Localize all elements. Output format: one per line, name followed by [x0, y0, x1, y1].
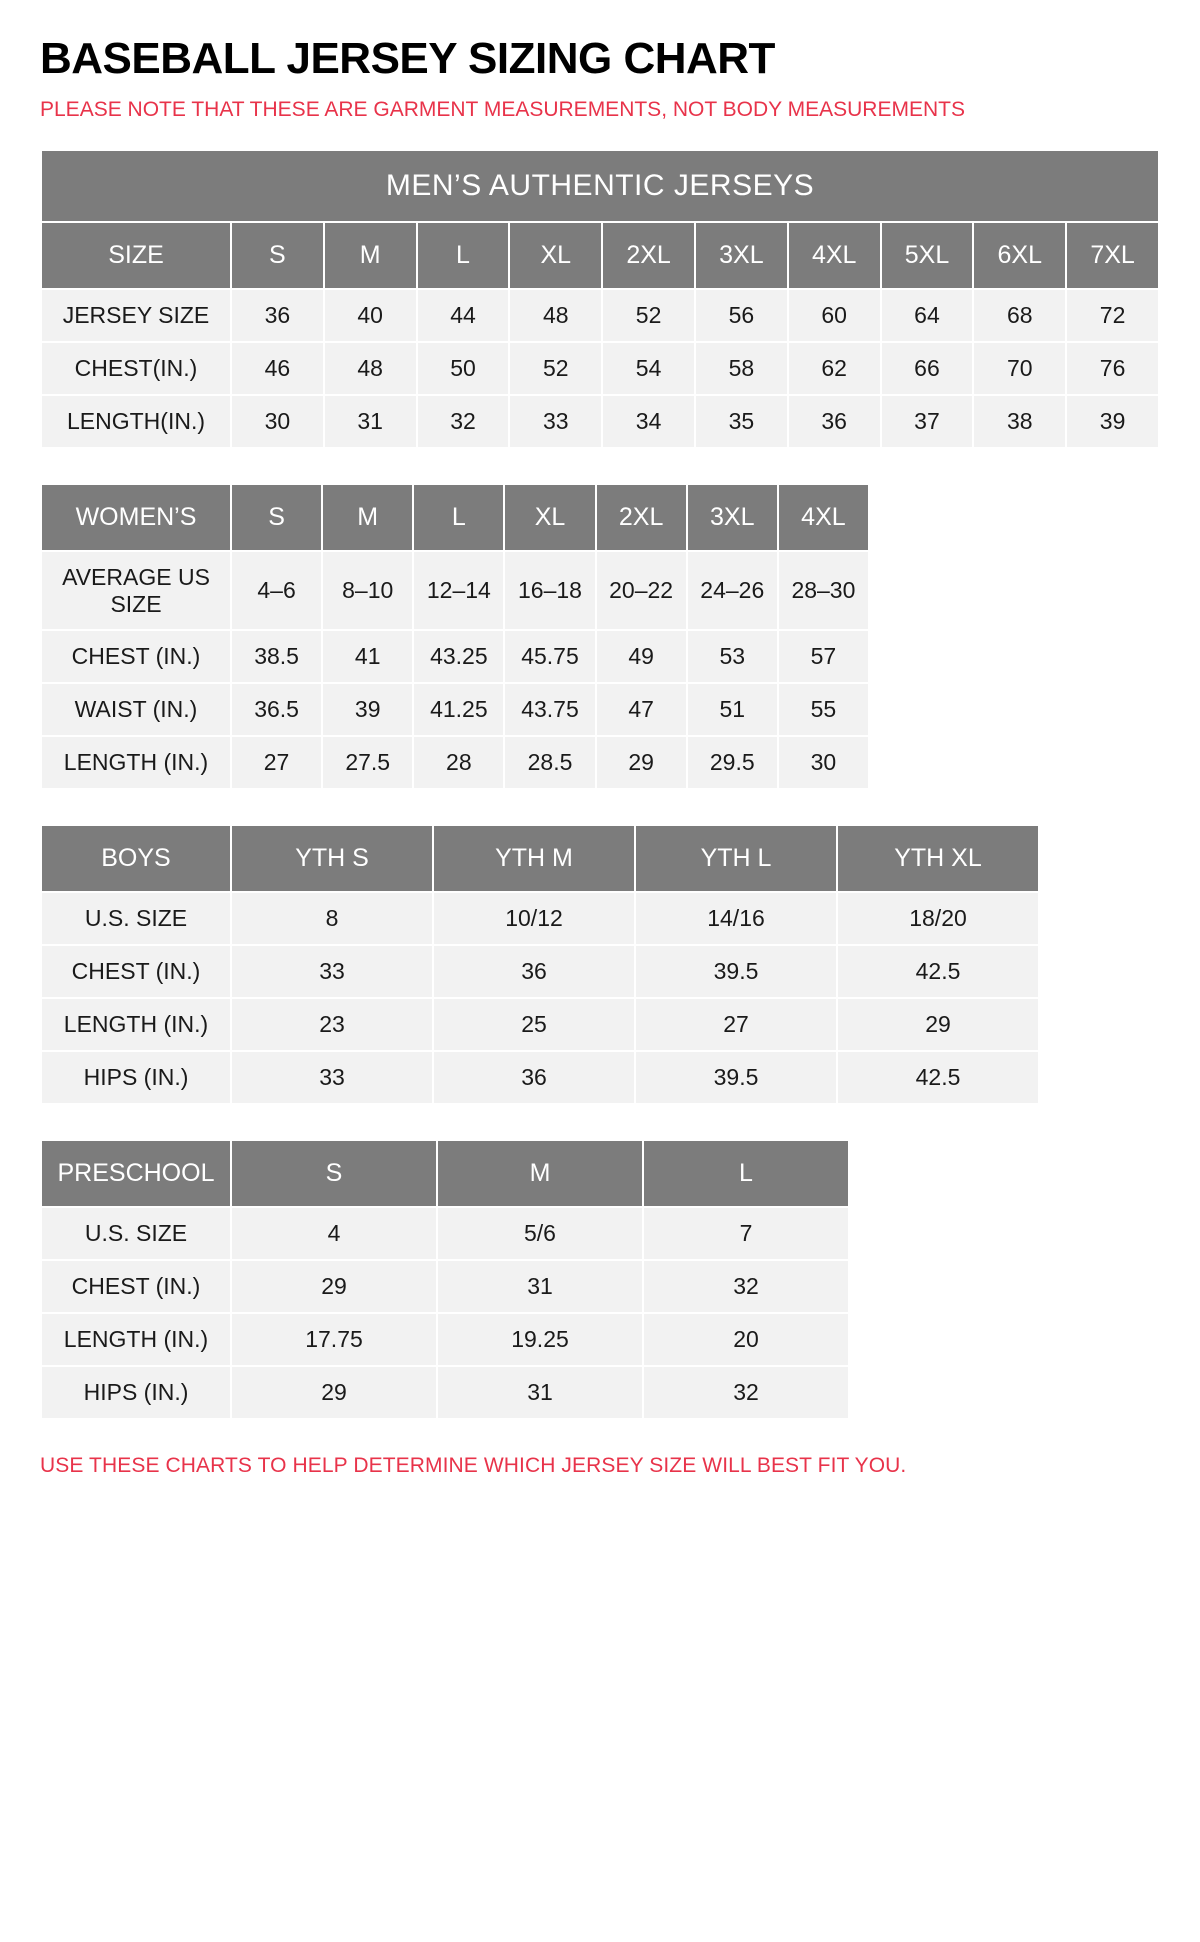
table-cell: 72 [1066, 289, 1159, 342]
table-cell: 36 [433, 1051, 635, 1104]
table-cell: 32 [643, 1366, 849, 1419]
table-cell: 42.5 [837, 1051, 1039, 1104]
table-cell: 41.25 [413, 683, 504, 736]
row-label: HIPS (IN.) [41, 1051, 231, 1104]
table-cell: 14/16 [635, 892, 837, 945]
table-row [41, 892, 1039, 945]
measurement-note: PLEASE NOTE THAT THESE ARE GARMENT MEASUREMENTS, NOT BODY MEASUREMENTS [40, 98, 965, 122]
row-label: U.S. SIZE [41, 1207, 231, 1260]
page-title: BASEBALL JERSEY SIZING CHART [40, 34, 775, 83]
table-cell: 47 [596, 683, 687, 736]
table-banner-row [41, 150, 1159, 222]
table-row [41, 945, 1039, 998]
row-label: WAIST (IN.) [41, 683, 231, 736]
column-header: XL [504, 484, 595, 551]
table-cell: 10/12 [433, 892, 635, 945]
table-cell: 43.75 [504, 683, 595, 736]
table-cell: 24–26 [687, 551, 778, 630]
column-header: 7XL [1066, 222, 1159, 289]
boys-jerseys-table [40, 824, 1040, 1105]
table-cell: 16–18 [504, 551, 595, 630]
table-cell: 58 [695, 342, 788, 395]
table-row [41, 342, 1159, 395]
table-cell: 76 [1066, 342, 1159, 395]
table-cell: 50 [417, 342, 510, 395]
table-cell: 18/20 [837, 892, 1039, 945]
column-header: 4XL [778, 484, 869, 551]
table-cell: 5/6 [437, 1207, 643, 1260]
table-cell: 29 [231, 1366, 437, 1419]
column-header: S [231, 222, 324, 289]
table-cell: 25 [433, 998, 635, 1051]
table-cell: 39 [322, 683, 413, 736]
table-cell: 44 [417, 289, 510, 342]
column-header: M [437, 1140, 643, 1207]
row-label: U.S. SIZE [41, 892, 231, 945]
table-cell: 23 [231, 998, 433, 1051]
table-row [41, 736, 869, 789]
table-cell: 4–6 [231, 551, 322, 630]
table-cell: 55 [778, 683, 869, 736]
table-cell: 12–14 [413, 551, 504, 630]
table-cell: 31 [437, 1260, 643, 1313]
column-header: WOMEN’S [41, 484, 231, 551]
table-cell: 29 [596, 736, 687, 789]
table-header-row [41, 222, 1159, 289]
row-label: CHEST (IN.) [41, 945, 231, 998]
table-cell: 28.5 [504, 736, 595, 789]
table-row [41, 683, 869, 736]
table-cell: 27 [635, 998, 837, 1051]
table-row [41, 1260, 849, 1313]
table-cell: 66 [881, 342, 974, 395]
table-cell: 57 [778, 630, 869, 683]
column-header: SIZE [41, 222, 231, 289]
table-cell: 30 [231, 395, 324, 448]
table-cell: 56 [695, 289, 788, 342]
mens-authentic-jerseys-table [40, 149, 1160, 449]
footer-note: USE THESE CHARTS TO HELP DETERMINE WHICH JERSEY SIZE WILL BEST FIT YOU. [40, 1454, 907, 1478]
column-header: 3XL [687, 484, 778, 551]
table-row [41, 998, 1039, 1051]
column-header: 2XL [596, 484, 687, 551]
table-cell: 49 [596, 630, 687, 683]
table-cell: 28–30 [778, 551, 869, 630]
table-cell: 4 [231, 1207, 437, 1260]
table-cell: 64 [881, 289, 974, 342]
column-header: YTH XL [837, 825, 1039, 892]
table-cell: 31 [437, 1366, 643, 1419]
row-label: LENGTH (IN.) [41, 998, 231, 1051]
column-header: L [417, 222, 510, 289]
table-cell: 46 [231, 342, 324, 395]
column-header: 2XL [602, 222, 695, 289]
table-cell: 36 [433, 945, 635, 998]
table-cell: 70 [973, 342, 1066, 395]
table-cell: 43.25 [413, 630, 504, 683]
preschool-jerseys-table [40, 1139, 850, 1420]
table-cell: 8 [231, 892, 433, 945]
table-row [41, 289, 1159, 342]
table-row [41, 630, 869, 683]
column-header: S [231, 1140, 437, 1207]
table-cell: 38.5 [231, 630, 322, 683]
table-cell: 35 [695, 395, 788, 448]
row-label: AVERAGE US SIZE [41, 551, 231, 630]
column-header: L [643, 1140, 849, 1207]
womens-jerseys-table [40, 483, 870, 790]
table-cell: 68 [973, 289, 1066, 342]
table-cell: 20–22 [596, 551, 687, 630]
table-cell: 27 [231, 736, 322, 789]
table-header-row [41, 484, 869, 551]
table-cell: 53 [687, 630, 778, 683]
table-cell: 48 [509, 289, 602, 342]
row-label: JERSEY SIZE [41, 289, 231, 342]
table-cell: 28 [413, 736, 504, 789]
table-cell: 29 [231, 1260, 437, 1313]
table-header-row [41, 1140, 849, 1207]
table-cell: 32 [643, 1260, 849, 1313]
table-cell: 34 [602, 395, 695, 448]
row-label: CHEST (IN.) [41, 630, 231, 683]
table-row [41, 395, 1159, 448]
table-cell: 51 [687, 683, 778, 736]
column-header: BOYS [41, 825, 231, 892]
table-row [41, 1051, 1039, 1104]
column-header: YTH L [635, 825, 837, 892]
table-cell: 29.5 [687, 736, 778, 789]
table-cell: 45.75 [504, 630, 595, 683]
row-label: LENGTH(IN.) [41, 395, 231, 448]
row-label: LENGTH (IN.) [41, 736, 231, 789]
table-cell: 39 [1066, 395, 1159, 448]
table-cell: 33 [509, 395, 602, 448]
table-cell: 27.5 [322, 736, 413, 789]
table-cell: 39.5 [635, 945, 837, 998]
table-cell: 32 [417, 395, 510, 448]
row-label: HIPS (IN.) [41, 1366, 231, 1419]
table-cell: 39.5 [635, 1051, 837, 1104]
table-cell: 41 [322, 630, 413, 683]
table-cell: 36 [788, 395, 881, 448]
table-cell: 54 [602, 342, 695, 395]
column-header: 4XL [788, 222, 881, 289]
column-header: YTH S [231, 825, 433, 892]
table-cell: 36.5 [231, 683, 322, 736]
mens-banner-label: MEN’S AUTHENTIC JERSEYS [41, 150, 1159, 222]
column-header: XL [509, 222, 602, 289]
column-header: M [322, 484, 413, 551]
table-cell: 19.25 [437, 1313, 643, 1366]
column-header: L [413, 484, 504, 551]
column-header: S [231, 484, 322, 551]
row-label: LENGTH (IN.) [41, 1313, 231, 1366]
table-cell: 31 [324, 395, 417, 448]
table-cell: 29 [837, 998, 1039, 1051]
column-header: 6XL [973, 222, 1066, 289]
table-row [41, 551, 869, 630]
column-header: PRESCHOOL [41, 1140, 231, 1207]
column-header: M [324, 222, 417, 289]
table-cell: 52 [509, 342, 602, 395]
table-cell: 48 [324, 342, 417, 395]
table-cell: 60 [788, 289, 881, 342]
column-header: 3XL [695, 222, 788, 289]
table-cell: 17.75 [231, 1313, 437, 1366]
table-cell: 33 [231, 1051, 433, 1104]
table-cell: 36 [231, 289, 324, 342]
table-cell: 52 [602, 289, 695, 342]
table-row [41, 1366, 849, 1419]
table-cell: 8–10 [322, 551, 413, 630]
table-cell: 20 [643, 1313, 849, 1366]
table-cell: 40 [324, 289, 417, 342]
table-cell: 7 [643, 1207, 849, 1260]
table-row [41, 1207, 849, 1260]
row-label: CHEST (IN.) [41, 1260, 231, 1313]
table-cell: 37 [881, 395, 974, 448]
row-label: CHEST(IN.) [41, 342, 231, 395]
table-cell: 33 [231, 945, 433, 998]
table-cell: 42.5 [837, 945, 1039, 998]
table-cell: 38 [973, 395, 1066, 448]
table-row [41, 1313, 849, 1366]
table-header-row [41, 825, 1039, 892]
table-cell: 62 [788, 342, 881, 395]
table-cell: 30 [778, 736, 869, 789]
column-header: 5XL [881, 222, 974, 289]
column-header: YTH M [433, 825, 635, 892]
